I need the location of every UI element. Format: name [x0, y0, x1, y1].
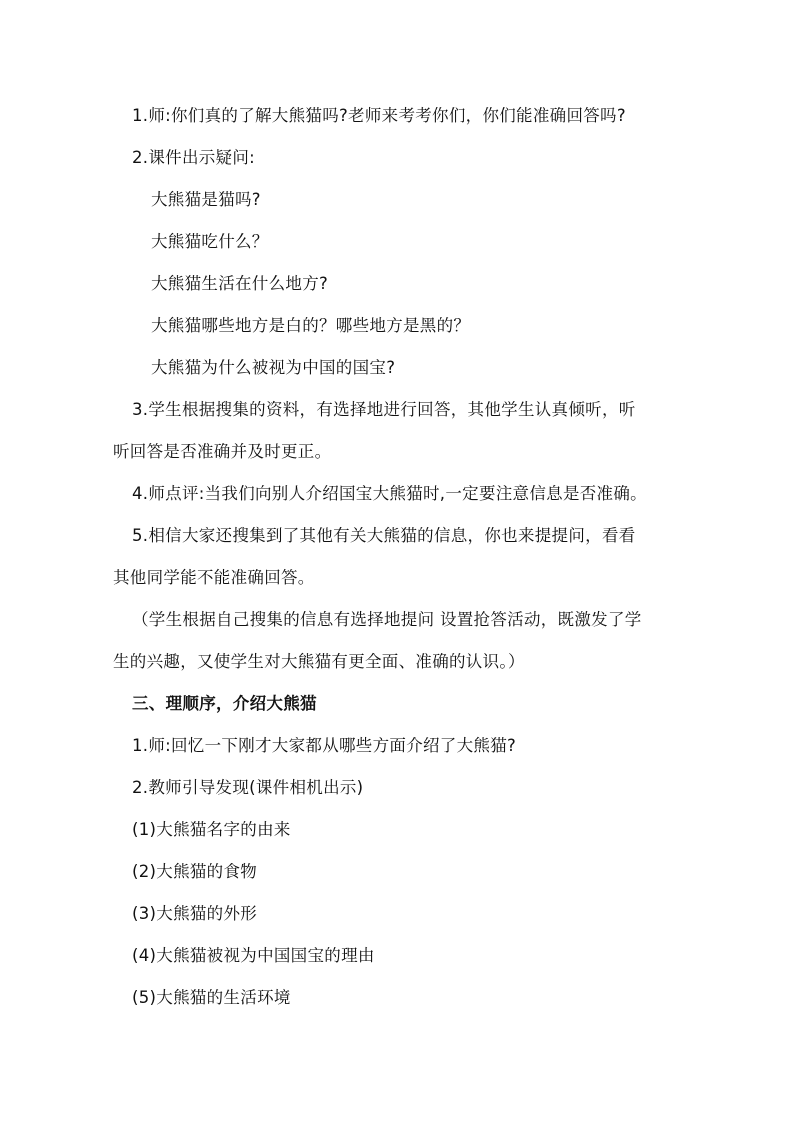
paragraph-line: （学生根据自己搜集的信息有选择地提问 设置抢答活动，既激发了学: [132, 610, 642, 629]
paragraph-line: 生的兴趣，又使学生对大熊猫有更全面、准确的认识。）: [113, 652, 525, 671]
list-item: (1)大熊猫名字的由来: [132, 820, 291, 839]
paragraph-line: 4.师点评:当我们向别人介绍国宝大熊猫时,一定要注意信息是否准确。: [132, 484, 647, 503]
question-item: 大熊猫为什么被视为中国的国宝?: [151, 358, 396, 377]
question-item: 大熊猫是猫吗?: [151, 190, 261, 209]
question-item: 大熊猫生活在什么地方?: [151, 274, 329, 293]
paragraph-line: 1.师:回忆一下刚才大家都从哪些方面介绍了大熊猫?: [132, 736, 517, 755]
paragraph-line: 3.学生根据搜集的资料，有选择地进行回答，其他学生认真倾听，听: [132, 400, 636, 419]
paragraph-line: 1.师:你们真的了解大熊猫吗?老师来考考你们，你们能准确回答吗?: [132, 106, 626, 125]
list-item: (3)大熊猫的外形: [132, 904, 258, 923]
question-item: 大熊猫吃什么？: [151, 232, 269, 251]
paragraph-line: 5.相信大家还搜集到了其他有关大熊猫的信息，你也来提提问，看看: [132, 526, 636, 545]
section-heading: 三、理顺序，介绍大熊猫: [132, 694, 317, 713]
paragraph-line: 听回答是否准确并及时更正。: [113, 442, 332, 461]
paragraph-line: 其他同学能不能准确回答。: [113, 568, 315, 587]
paragraph-line: 2.课件出示疑问:: [132, 148, 256, 167]
list-item: (5)大熊猫的生活环境: [132, 988, 291, 1007]
paragraph-line: 2.教师引导发现(课件相机出示): [132, 778, 364, 797]
list-item: (2)大熊猫的食物: [132, 862, 258, 881]
question-item: 大熊猫哪些地方是白的？哪些地方是黑的？: [151, 316, 471, 335]
list-item: (4)大熊猫被视为中国国宝的理由: [132, 946, 375, 965]
